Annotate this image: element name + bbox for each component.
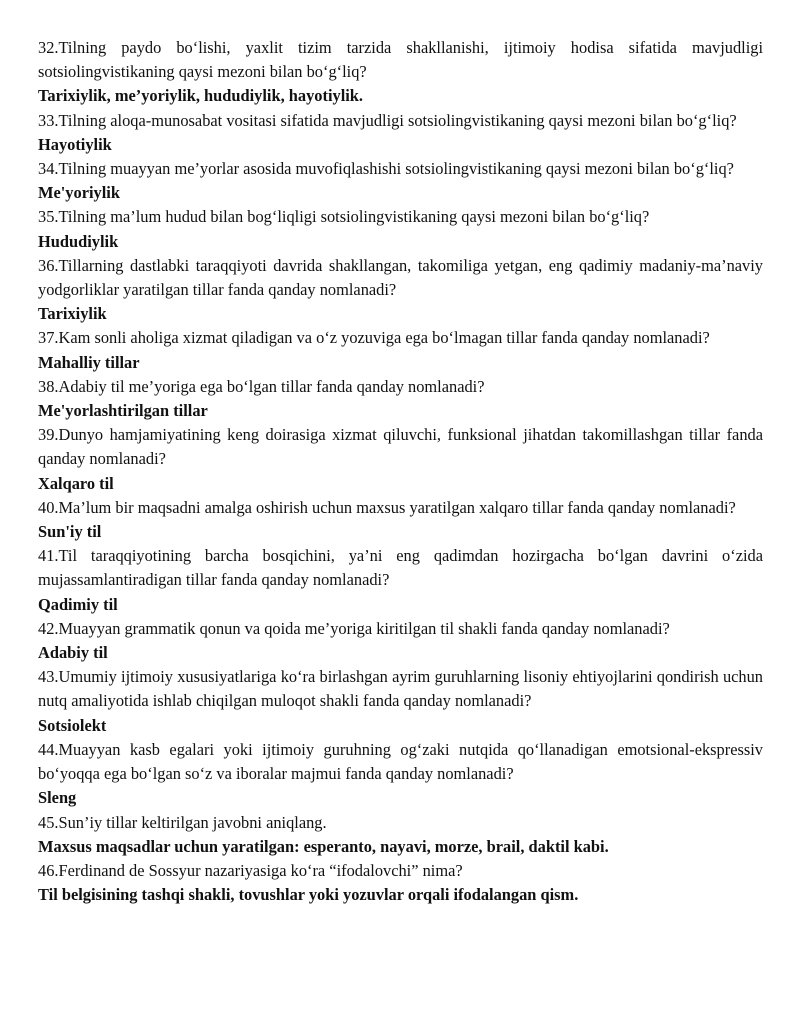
document-page (38, 36, 763, 907)
answer-text: Tarixiylik, me’yoriylik, hududiylik, hayotiylik. (38, 86, 364, 106)
question-text: 32.Tilning paydo bo‘lishi, yaxlit tizim tarzida shakllanishi, ijtimoiy hodisa sifatida mavjudligi sotsiolingvistikaning qaysi mezoni bilan bo‘g‘liq? (38, 38, 763, 82)
answer-text: Me'yorlashtirilgan tillar (38, 401, 208, 421)
answer-text: Hududiylik (38, 231, 119, 251)
qa-item-41 (38, 544, 763, 617)
qa-item-32 (38, 36, 763, 109)
qa-item-37 (38, 326, 763, 374)
answer-text: Maxsus maqsadlar uchun yaratilgan: esperanto, nayavi, morze, brail, daktil kabi. (38, 836, 609, 856)
qa-item-42 (38, 617, 763, 665)
question-text: 46.Ferdinand de Sossyur nazariyasiga ko‘ra “ifodalovchi” nima? (38, 860, 463, 880)
question-text: 41.Til taraqqiyotining barcha bosqichini, ya’ni eng qadimdan hozirgacha bo‘lgan davrini o‘zida mujassamlantiradigan tillar fanda qanday nomlanadi? (38, 546, 763, 590)
qa-item-43 (38, 665, 763, 738)
qa-item-44 (38, 738, 763, 811)
answer-text: Xalqaro til (38, 473, 114, 493)
question-text: 45.Sun’iy tillar keltirilgan javobni aniqlang. (38, 812, 327, 832)
qa-item-46 (38, 859, 763, 907)
question-text: 38.Adabiy til me’yoriga ega bo‘lgan tillar fanda qanday nomlanadi? (38, 376, 485, 396)
question-text: 35.Tilning ma’lum hudud bilan bog‘liqligi sotsiolingvistikaning qaysi mezoni bilan bo‘g‘liq? (38, 207, 650, 227)
answer-text: Sotsiolekt (38, 715, 107, 735)
question-text: 42.Muayyan grammatik qonun va qoida me’yoriga kiritilgan til shakli fanda qanday nomlanadi? (38, 618, 670, 638)
question-text: 34.Tilning muayyan me’yorlar asosida muvofiqlashishi sotsiolingvistikaning qaysi mezoni bilan bo‘g‘liq? (38, 159, 734, 179)
question-text: 33.Tilning aloqa-munosabat vositasi sifatida mavjudligi sotsiolingvistikaning qaysi mezoni bilan bo‘g‘liq? (38, 110, 737, 130)
answer-text: Adabiy til (38, 643, 108, 663)
answer-text: Mahalliy tillar (38, 352, 140, 372)
question-text: 40.Ma’lum bir maqsadni amalga oshirish uchun maxsus yaratilgan xalqaro tillar fanda qanday nomlanadi? (38, 497, 736, 517)
answer-text: Sleng (38, 788, 77, 808)
qa-item-38 (38, 375, 763, 423)
answer-text: Til belgisining tashqi shakli, tovushlar yoki yozuvlar orqali ifodalangan qism. (38, 885, 579, 905)
qa-item-35 (38, 205, 763, 253)
answer-text: Me'yoriylik (38, 183, 120, 203)
answer-text: Tarixiylik (38, 304, 107, 324)
question-text: 44.Muayyan kasb egalari yoki ijtimoiy guruhning og‘zaki nutqida qo‘llanadigan emotsional-ekspressiv bo‘yoqqa ega bo‘lgan so‘z va iboralar majmui fanda qanday nomlanadi? (38, 739, 763, 784)
answer-text: Qadimiy til (38, 594, 118, 614)
answer-text: Hayotiylik (38, 134, 112, 154)
qa-item-45 (38, 811, 763, 859)
qa-item-34 (38, 157, 763, 205)
question-text: 36.Tillarning dastlabki taraqqiyoti davrida shakllangan, takomiliga yetgan, eng qadimiy madaniy-ma’naviy yodgorliklar yaratilgan tillar fanda qanday nomlanadi? (38, 255, 763, 300)
question-text: 43.Umumiy ijtimoiy xususiyatlariga ko‘ra birlashgan ayrim guruhlarning lisoniy ehtiyojlarini qondirish uchun nutq amaliyotida ishlab chiqilgan muloqot shakli fanda qanday nomlanadi? (38, 667, 763, 711)
answer-text: Sun'iy til (38, 522, 102, 542)
question-text: 39.Dunyo hamjamiyatining keng doirasiga xizmat qiluvchi, funksional jihatdan takomillashgan tillar fanda qanday nomlanadi? (38, 425, 763, 469)
qa-item-39 (38, 423, 763, 496)
qa-item-40 (38, 496, 763, 544)
qa-item-33 (38, 109, 763, 157)
question-text: 37.Kam sonli aholiga xizmat qiladigan va o‘z yozuviga ega bo‘lmagan tillar fanda qanday nomlanadi? (38, 328, 710, 348)
qa-item-36 (38, 254, 763, 327)
